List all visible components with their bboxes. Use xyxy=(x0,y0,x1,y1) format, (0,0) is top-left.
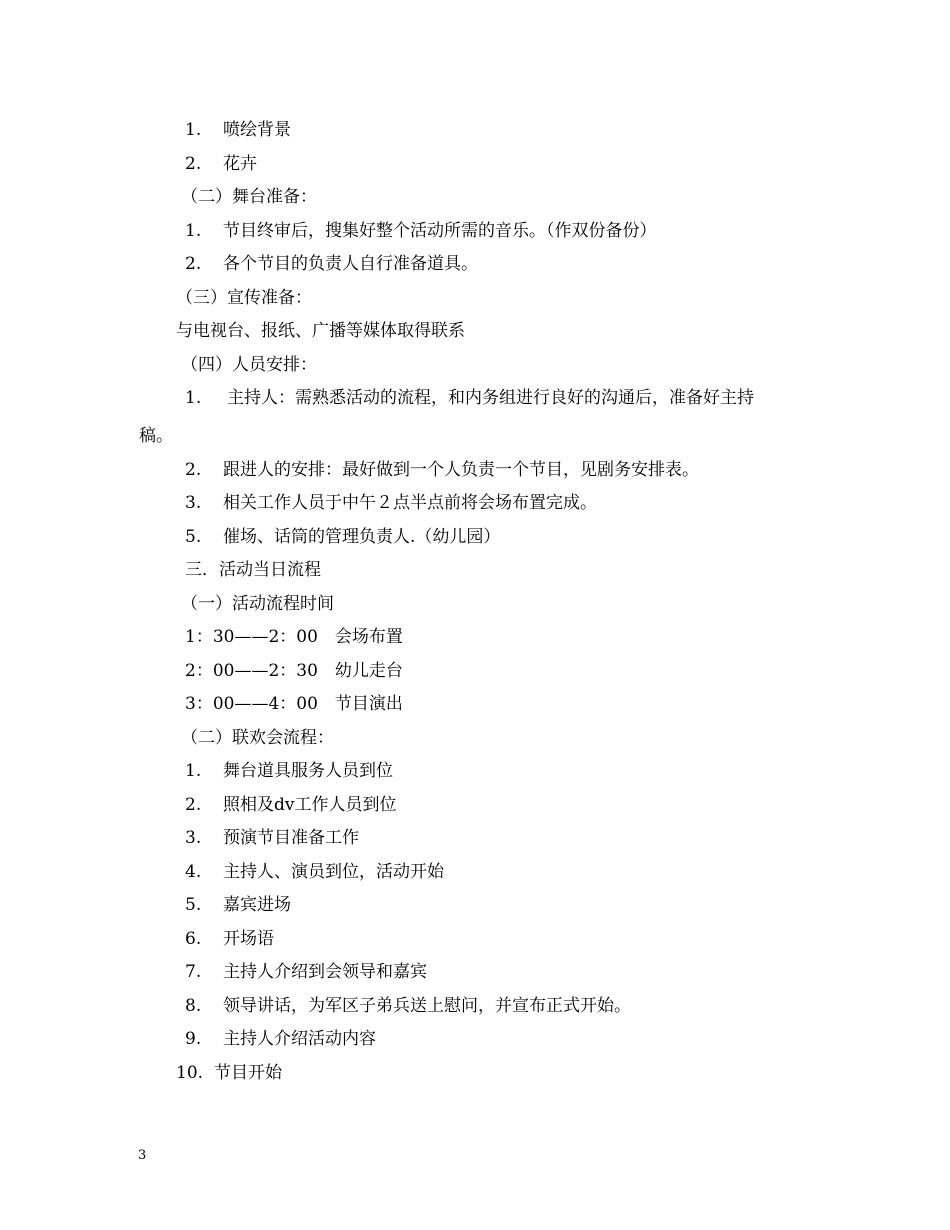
heading-text: （一）活动流程时间 xyxy=(181,594,334,614)
schedule-item xyxy=(185,626,403,648)
heading-text: （三）宣传准备： xyxy=(176,288,312,308)
item-text: 预演节目准备工作 xyxy=(223,828,359,848)
item-number: 4. xyxy=(185,862,202,882)
schedule-item xyxy=(185,693,403,715)
list-item xyxy=(185,827,359,849)
section-heading xyxy=(176,287,312,309)
schedule-text: 1：30——2：00 会场布置 xyxy=(185,627,403,647)
paragraph-text: 与电视台、报纸、广播等媒体取得联系 xyxy=(176,321,465,341)
heading-text: 三．活动当日流程 xyxy=(185,560,321,580)
item-text: 花卉 xyxy=(223,154,257,174)
item-text: 主持人、演员到位，活动开始 xyxy=(223,862,444,882)
item-number: 1. xyxy=(185,761,202,781)
section-heading xyxy=(181,727,334,749)
item-text: 相关工作人员于中午２点半点前将会场布置完成。 xyxy=(223,493,597,513)
item-text: 主持人介绍活动内容 xyxy=(223,1029,376,1049)
heading-text: （二）舞台准备： xyxy=(181,187,317,207)
list-item xyxy=(185,253,478,275)
list-item xyxy=(185,794,397,816)
item-number: 2. xyxy=(185,795,202,815)
list-item xyxy=(176,1062,282,1084)
heading-text: （四）人员安排： xyxy=(181,355,317,375)
section-heading xyxy=(181,354,317,376)
list-item xyxy=(185,526,500,548)
item-number: 1. xyxy=(185,221,202,241)
list-item xyxy=(185,153,257,175)
schedule-text: 3：00——4：00 节目演出 xyxy=(185,694,403,714)
item-text: 喷绘背景 xyxy=(223,120,291,140)
paragraph xyxy=(176,320,465,342)
schedule-text: 2：00——2：30 幼儿走台 xyxy=(185,661,403,681)
item-text: 节目终审后，搜集好整个活动所需的音乐。（作双份备份） xyxy=(223,221,657,241)
list-item xyxy=(185,459,699,481)
schedule-item xyxy=(185,660,403,682)
list-item xyxy=(185,387,754,409)
item-number: 1. xyxy=(185,120,202,140)
item-text: 嘉宾进场 xyxy=(223,895,291,915)
page-number: 3 xyxy=(138,1148,147,1163)
item-number: 5. xyxy=(185,527,202,547)
item-number: 1. xyxy=(185,388,202,408)
paragraph-continuation xyxy=(139,425,173,447)
item-text: 舞台道具服务人员到位 xyxy=(223,761,393,781)
list-item xyxy=(185,861,444,883)
list-item xyxy=(185,995,631,1017)
item-number: 7. xyxy=(185,962,202,982)
item-number: 2. xyxy=(185,460,202,480)
list-item xyxy=(185,220,657,242)
list-item xyxy=(185,492,597,514)
item-text: 主持人：需熟悉活动的流程，和内务组进行良好的沟通后，准备好主持 xyxy=(227,388,754,408)
item-text: 领导讲话，为军区子弟兵送上慰问，并宣布正式开始。 xyxy=(223,996,631,1016)
list-item xyxy=(185,760,393,782)
list-item xyxy=(185,894,291,916)
list-item xyxy=(185,961,427,983)
paragraph-text: 稿。 xyxy=(139,426,173,446)
list-item xyxy=(185,928,274,950)
item-text: 照相及dv工作人员到位 xyxy=(223,795,397,815)
item-number: 5. xyxy=(185,895,202,915)
section-heading xyxy=(181,593,334,615)
item-text: 催场、话筒的管理负责人.（幼儿园） xyxy=(223,527,501,547)
list-item xyxy=(185,119,291,141)
item-number: 2. xyxy=(185,154,202,174)
item-text: 主持人介绍到会领导和嘉宾 xyxy=(223,962,427,982)
item-number: 8. xyxy=(185,996,202,1016)
list-item xyxy=(185,1028,376,1050)
item-number: 3. xyxy=(185,828,202,848)
item-number: 3. xyxy=(185,493,202,513)
item-number: 6. xyxy=(185,929,202,949)
section-heading xyxy=(181,186,317,208)
heading-text: （二）联欢会流程： xyxy=(181,728,334,748)
item-text: 节目开始 xyxy=(214,1063,282,1083)
item-text: 开场语 xyxy=(223,929,274,949)
section-heading xyxy=(185,559,321,581)
item-text: 各个节目的负责人自行准备道具。 xyxy=(223,254,478,274)
item-number: 2. xyxy=(185,254,202,274)
item-number: 9. xyxy=(185,1029,202,1049)
item-text: 跟进人的安排：最好做到一个人负责一个节目，见剧务安排表。 xyxy=(223,460,699,480)
item-number: 10. xyxy=(176,1063,204,1083)
